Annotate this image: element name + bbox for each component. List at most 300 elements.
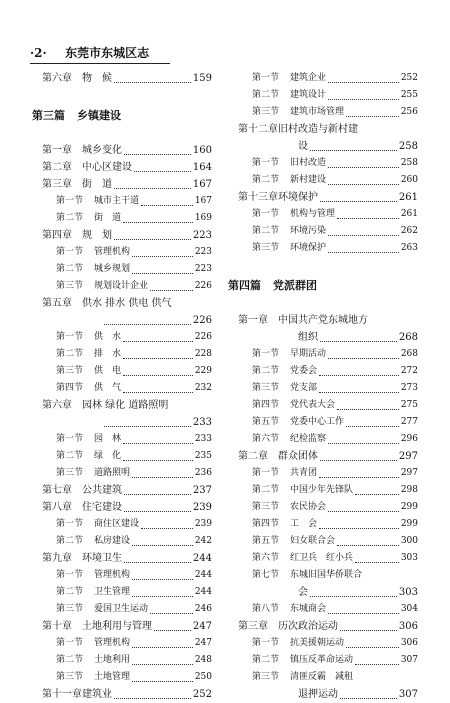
toc-entry-number: 第一节: [56, 519, 84, 529]
toc-page-number: 262: [400, 226, 418, 236]
toc-entry-title: 会: [298, 587, 308, 598]
toc-entry-number: 第一节: [252, 638, 280, 648]
toc-chapter: [42, 70, 212, 87]
dot-leader: [123, 341, 193, 342]
toc-section: [238, 482, 418, 499]
dot-leader: [328, 184, 399, 185]
toc-section: [42, 380, 212, 397]
dot-leader: [337, 218, 399, 219]
toc-page-number: 258: [400, 158, 418, 168]
toc-page-number: 244: [194, 587, 212, 597]
toc-section: [238, 635, 418, 652]
toc-entry-title: 环境保护: [278, 192, 318, 203]
toc-chapter: [42, 295, 212, 312]
toc-page-number: 306: [398, 621, 418, 632]
toc-page-number: 307: [400, 655, 418, 665]
toc-entry-title: 共青团: [290, 468, 318, 478]
toc-entry-title: 工 会: [290, 519, 318, 529]
toc-entry-number: 第三节: [252, 243, 280, 253]
toc-entry-title: 卫生管理: [94, 587, 131, 597]
toc-entry-title: 中国少年先锋队: [290, 485, 354, 495]
toc-section: [238, 172, 418, 189]
toc-entry-title: 绿 化: [94, 451, 122, 461]
dot-leader: [123, 375, 193, 376]
toc-chapter: [42, 176, 212, 193]
toc-entry-title: 供 电: [94, 366, 122, 376]
toc-continuation: [238, 584, 418, 601]
toc-continuation: [238, 329, 418, 346]
toc-entry-number: 第二章: [238, 451, 268, 462]
toc-chapter: [42, 550, 212, 567]
toc-page-number: 236: [194, 468, 212, 478]
toc-entry-number: 第四节: [56, 383, 84, 393]
toc-page-number: 299: [400, 519, 418, 529]
dot-leader: [123, 392, 193, 393]
part-title: 乡镇建设: [77, 109, 121, 122]
toc-part-heading: [32, 103, 212, 128]
dot-leader: [132, 477, 193, 478]
toc-page-number: 272: [400, 366, 418, 376]
dot-leader: [340, 698, 397, 699]
toc-section: [42, 244, 212, 261]
toc-entry-number: 第三节: [252, 502, 280, 512]
toc-entry-number: 第一节: [252, 209, 280, 219]
toc-section: [238, 206, 418, 223]
toc-entry-number: 第二节: [56, 655, 84, 665]
toc-entry-number: 第一节: [252, 349, 280, 359]
toc-page-number: 299: [400, 502, 418, 512]
toc-entry-number: 第二节: [252, 175, 280, 185]
toc-page-number: 226: [194, 332, 212, 342]
toc-entry-title: 旧村改造: [290, 158, 327, 168]
toc-entry-number: 第三节: [252, 383, 280, 393]
toc-entry-title: 商住区建设: [94, 519, 140, 529]
toc-entry-number: 第三节: [252, 107, 280, 117]
toc-chapter: [238, 618, 418, 635]
toc-entry-title: 管理机构: [94, 638, 131, 648]
toc-section: [238, 380, 418, 397]
toc-entry-title: 党委会: [290, 366, 318, 376]
toc-entry-number: 第三节: [56, 672, 84, 682]
toc-section: [238, 397, 418, 414]
toc-page-number: 233: [192, 417, 212, 428]
toc-section: [238, 346, 418, 363]
toc-chapter: [42, 159, 212, 176]
toc-entry-title: 东城旧国华侨联合: [290, 570, 363, 580]
toc-entry-number: 第十一章: [42, 689, 82, 700]
page-header: [30, 44, 149, 60]
toc-entry-title: 私房建设: [94, 536, 131, 546]
toc-section: [42, 329, 212, 346]
toc-entry-title: 党代表大会: [290, 400, 336, 410]
toc-page-number: 167: [194, 196, 212, 206]
toc-page-number: 169: [194, 213, 212, 223]
toc-page-number: 229: [194, 366, 212, 376]
toc-chapter: [238, 189, 418, 206]
toc-entry-number: 第一章: [42, 145, 72, 156]
toc-entry-number: 第八节: [252, 604, 280, 614]
toc-chapter: [42, 397, 212, 414]
dot-leader: [150, 613, 193, 614]
toc-entry-number: 第五章: [42, 298, 72, 309]
toc-continuation: [42, 414, 212, 431]
toc-page-number: 261: [400, 209, 418, 219]
toc-page-number: 244: [194, 570, 212, 580]
toc-entry-title: 新村建设: [290, 175, 327, 185]
toc-page-number: 223: [194, 264, 212, 274]
dot-leader: [154, 630, 191, 631]
toc-page-number: 239: [192, 502, 212, 513]
toc-page-number: 226: [194, 281, 212, 291]
dot-leader: [346, 426, 399, 427]
toc-entry-title: 城市主干道: [94, 196, 140, 206]
toc-section: [42, 635, 212, 652]
toc-entry-title: 红卫兵 红小兵: [290, 553, 354, 563]
toc-entry-title: 排 水: [94, 349, 122, 359]
toc-entry-number: 第六章: [42, 73, 72, 84]
toc-continuation: [238, 138, 418, 155]
toc-section: [42, 584, 212, 601]
toc-entry-number: 第十章: [42, 621, 72, 632]
toc-entry-number: 第二节: [56, 536, 84, 546]
toc-entry-title: 妇女联合会: [290, 536, 336, 546]
toc-page-number: 277: [400, 417, 418, 427]
toc-page-number: 167: [192, 179, 212, 190]
toc-entry-title: 旧村改造与新村建: [278, 124, 358, 135]
toc-entry-number: 第七章: [42, 485, 72, 496]
toc-entry-title: 群众团体: [278, 451, 318, 462]
dot-leader: [124, 511, 191, 512]
toc-entry-number: 第一节: [56, 570, 84, 580]
dot-leader: [319, 477, 399, 478]
toc-section: [42, 363, 212, 380]
toc-page-number: 248: [194, 655, 212, 665]
dot-leader: [132, 596, 193, 597]
toc-continuation: [42, 312, 212, 329]
toc-section: [238, 155, 418, 172]
dot-leader: [328, 99, 399, 100]
toc-entry-title: 东城商会: [290, 604, 327, 614]
toc-section: [238, 104, 418, 121]
toc-entry-number: 第一节: [56, 196, 84, 206]
dot-leader: [319, 392, 399, 393]
toc-entry-title: 管理机构: [94, 247, 131, 257]
toc-entry-title: 早期活动: [290, 349, 327, 359]
toc-entry-title: 中国共产党东城地方: [278, 315, 368, 326]
dot-leader: [123, 460, 193, 461]
toc-entry-title: 街 道: [82, 179, 112, 190]
dot-leader: [328, 511, 399, 512]
dot-leader: [114, 82, 191, 83]
dot-leader: [114, 698, 191, 699]
toc-entry-title: 供 水: [94, 332, 122, 342]
toc-entry-number: 第二节: [252, 90, 280, 100]
toc-chapter: [238, 121, 418, 138]
toc-entry-number: 第五节: [252, 536, 280, 546]
toc-entry-title: 农民协会: [290, 502, 327, 512]
toc-section: [238, 516, 418, 533]
toc-section: [238, 223, 418, 240]
toc-page-number: 160: [192, 145, 212, 156]
toc-page-number: 247: [194, 638, 212, 648]
toc-entry-title: 党委中心工作: [290, 417, 345, 427]
toc-page-number: 268: [398, 332, 418, 343]
toc-entry-number: 第六节: [252, 434, 280, 444]
toc-entry-title: 退押运动: [298, 689, 338, 700]
dot-leader: [123, 358, 193, 359]
toc-entry-number: 第一章: [238, 315, 268, 326]
toc-section: [42, 567, 212, 584]
toc-section: [238, 240, 418, 257]
toc-page-number: 223: [192, 230, 212, 241]
toc-entry-number: 第六节: [252, 553, 280, 563]
toc-continuation: [238, 686, 418, 703]
dot-leader: [124, 154, 191, 155]
toc-entry-number: 第三节: [56, 281, 84, 291]
toc-entry-title: 公共建筑: [82, 485, 122, 496]
toc-spacer: [238, 302, 418, 312]
toc-entry-number: 第一节: [56, 332, 84, 342]
toc-section: [238, 499, 418, 516]
toc-entry-number: 第八章: [42, 502, 72, 513]
dot-leader: [328, 613, 399, 614]
dot-leader: [132, 664, 193, 665]
toc-entry-number: 第五节: [252, 417, 280, 427]
toc-section: [238, 87, 418, 104]
toc-entry-title: 园林 绿化 道路照明: [82, 400, 169, 411]
toc-entry-title: 规 划: [82, 230, 112, 241]
toc-page-number: 260: [400, 175, 418, 185]
toc-right-column: [228, 70, 418, 703]
dot-leader: [346, 116, 399, 117]
dot-leader: [346, 647, 399, 648]
toc-entry-title: 设: [298, 141, 308, 152]
toc-section: [238, 550, 418, 567]
toc-chapter: [238, 448, 418, 465]
toc-page-number: 223: [194, 247, 212, 257]
toc-entry-number: 第二节: [252, 655, 280, 665]
toc-entry-title: 城乡规划: [94, 264, 131, 274]
toc-page-number: 233: [194, 434, 212, 444]
toc-entry-title: 城乡变化: [82, 145, 122, 156]
dot-leader: [104, 426, 191, 427]
dot-leader: [132, 256, 193, 257]
toc-section: [238, 601, 418, 618]
toc-entry-title: 建筑设计: [290, 90, 327, 100]
toc-page-number: 263: [400, 243, 418, 253]
toc-entry-title: 供水 排水 供电 供气: [82, 298, 172, 309]
dot-leader: [310, 150, 397, 151]
toc-section: [42, 533, 212, 550]
book-title: 东莞市东城区志: [65, 46, 150, 60]
toc-page-number: 232: [194, 383, 212, 393]
toc-page-number: 306: [400, 638, 418, 648]
dot-leader: [355, 664, 399, 665]
toc-section: [238, 533, 418, 550]
toc-page-number: 273: [400, 383, 418, 393]
toc-entry-number: 第二节: [252, 366, 280, 376]
toc-page-number: 247: [192, 621, 212, 632]
toc-page-number: 297: [400, 468, 418, 478]
toc-entry-number: 第三章: [238, 621, 268, 632]
toc-page-number: 304: [400, 604, 418, 614]
toc-entry-number: 第三节: [56, 366, 84, 376]
part-number: 第四篇: [228, 279, 261, 292]
toc-page-number: 303: [400, 553, 418, 563]
toc-section: [42, 431, 212, 448]
toc-entry-number: 第一节: [252, 468, 280, 478]
toc-entry-number: 第三章: [42, 179, 72, 190]
dot-leader: [104, 324, 191, 325]
toc-chapter: [42, 227, 212, 244]
toc-section: [238, 652, 418, 669]
toc-entry-title: 管理机构: [94, 570, 131, 580]
dot-leader: [124, 562, 191, 563]
dot-leader: [132, 681, 193, 682]
toc-section: [238, 363, 418, 380]
dot-leader: [328, 235, 399, 236]
toc-entry-title: 规划设计企业: [94, 281, 149, 291]
toc-page-number: 244: [192, 553, 212, 564]
toc-entry-title: 街 道: [94, 213, 122, 223]
toc-entry-number: 第一节: [56, 247, 84, 257]
toc-page-number: 239: [194, 519, 212, 529]
toc-entry-title: 土地利用与管理: [82, 621, 152, 632]
toc-entry-number: 第一节: [56, 638, 84, 648]
dot-leader: [114, 188, 191, 189]
toc-page-number: 298: [400, 485, 418, 495]
toc-section: [42, 465, 212, 482]
toc-page-number: 255: [400, 90, 418, 100]
toc-page-number: 252: [400, 73, 418, 83]
dot-leader: [340, 630, 397, 631]
toc-section: [42, 278, 212, 295]
dot-leader: [124, 494, 191, 495]
toc-entry-title: 党支部: [290, 383, 318, 393]
toc-section: [238, 465, 418, 482]
toc-entry-title: 住宅建设: [82, 502, 122, 513]
toc-section: [42, 601, 212, 618]
toc-section: [238, 414, 418, 431]
toc-page-number: 275: [400, 400, 418, 410]
toc-entry-title: 中心区建设: [82, 162, 132, 173]
dot-leader: [355, 494, 399, 495]
toc-entry-title: 环境卫生: [82, 553, 122, 564]
toc-entry-title: 土地管理: [94, 672, 131, 682]
dot-leader: [141, 528, 193, 529]
toc-entry-title: 建筑业: [82, 689, 112, 700]
toc-section: [238, 70, 418, 87]
toc-entry-title: 土地利用: [94, 655, 131, 665]
toc-entry-title: 建筑市场管理: [290, 107, 345, 117]
toc-chapter: [42, 499, 212, 516]
toc-spacer: [42, 132, 212, 142]
toc-entry-title: 园 林: [94, 434, 122, 444]
toc-section: [42, 516, 212, 533]
toc-chapter: [42, 142, 212, 159]
dot-leader: [320, 201, 397, 202]
toc-page-number: 252: [192, 689, 212, 700]
dot-leader: [132, 647, 193, 648]
toc-entry-title: 建筑企业: [290, 73, 327, 83]
toc-entry-number: 第四节: [252, 519, 280, 529]
toc-entry-number: 第三节: [252, 672, 280, 682]
dot-leader: [132, 545, 193, 546]
toc-page-number: 242: [194, 536, 212, 546]
toc-chapter: [238, 312, 418, 329]
toc-page-number: 258: [398, 141, 418, 152]
toc-section: [238, 669, 418, 686]
toc-page-number: 235: [194, 451, 212, 461]
toc-entry-title: 镇压反革命运动: [290, 655, 354, 665]
header-rule: [30, 63, 170, 64]
toc-entry-number: 第六章: [42, 400, 72, 411]
toc-entry-number: 第三节: [56, 604, 84, 614]
toc-entry-title: 物 候: [82, 73, 112, 84]
toc-entry-number: 第二节: [56, 213, 84, 223]
toc-section: [42, 652, 212, 669]
toc-page-number: 246: [194, 604, 212, 614]
toc-chapter: [42, 618, 212, 635]
toc-entry-number: 第二节: [56, 264, 84, 274]
toc-entry-number: 第十三章: [238, 192, 278, 203]
toc-entry-number: 第一节: [56, 434, 84, 444]
toc-section: [238, 431, 418, 448]
toc-entry-number: 第二节: [56, 451, 84, 461]
toc-entry-title: 机构与管理: [290, 209, 336, 219]
toc-chapter: [42, 686, 212, 703]
toc-page-number: 159: [192, 73, 212, 84]
toc-entry-number: 第二节: [56, 587, 84, 597]
dot-leader: [310, 596, 397, 597]
toc-spacer: [238, 257, 418, 267]
toc-page-number: 256: [400, 107, 418, 117]
toc-section: [42, 210, 212, 227]
dot-leader: [150, 290, 193, 291]
toc-page-number: 228: [194, 349, 212, 359]
toc-entry-number: 第二章: [42, 162, 72, 173]
toc-page-number: 226: [192, 315, 212, 326]
toc-entry-title: 清匪反霸 减租: [290, 672, 354, 682]
dot-leader: [123, 222, 193, 223]
dot-leader: [132, 579, 193, 580]
dot-leader: [328, 82, 399, 83]
toc-entry-number: 第四节: [252, 400, 280, 410]
toc-entry-title: 爱国卫生运动: [94, 604, 149, 614]
toc-page-number: 297: [398, 451, 418, 462]
dot-leader: [328, 443, 399, 444]
part-title: 党派群团: [273, 279, 317, 292]
toc-section: [42, 193, 212, 210]
toc-entry-title: 环境污染: [290, 226, 327, 236]
toc-entry-number: 第二节: [252, 485, 280, 495]
toc-page-number: 261: [398, 192, 418, 203]
page-number: ·2·: [30, 46, 47, 60]
toc-entry-title: 环境保护: [290, 243, 327, 253]
toc-section: [42, 346, 212, 363]
toc-entry-number: 第四章: [42, 230, 72, 241]
toc-section: [238, 567, 418, 584]
toc-part-heading: [228, 273, 418, 298]
toc-page-number: 250: [194, 672, 212, 682]
dot-leader: [123, 443, 193, 444]
toc-entry-title: 组织: [298, 332, 318, 343]
dot-leader: [132, 273, 193, 274]
dot-leader: [134, 171, 191, 172]
dot-leader: [320, 341, 397, 342]
toc-page-number: 296: [400, 434, 418, 444]
toc-entry-title: 供 气: [94, 383, 122, 393]
